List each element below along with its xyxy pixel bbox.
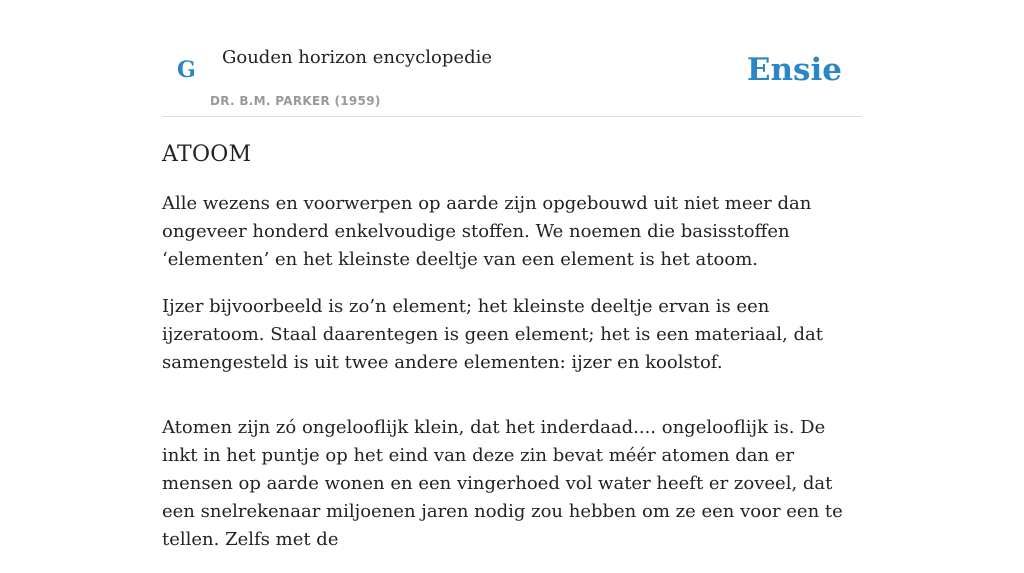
source-title[interactable]: Gouden horizon encyclopedie (222, 47, 492, 68)
paragraph: Alle wezens en voorwerpen op aarde zijn opgebouwd uit niet meer dan ongeveer honderd enkelvoudige stoffen. We noemen die basisstoffen ‘elementen’ en het kleinste deeltje van een element is het atoom. (162, 193, 812, 270)
header (162, 0, 862, 117)
paragraph: Ijzer bijvoorbeeld is zo’n element; het kleinste deeltje ervan is een ijzeratoom. Staal daarentegen is geen element; het is een materiaal, dat samengesteld is uit twee andere elementen: ijzer en koolstof. (162, 296, 823, 373)
brand-logo[interactable]: Ensie (746, 52, 842, 88)
source-author: DR. B.M. PARKER (1959) (210, 94, 381, 108)
article (162, 140, 862, 573)
paragraph: Atomen zijn zó ongelooflijk klein, dat het inderdaad.... ongelooflijk is. De inkt in het puntje op het eind van deze zin bevat méér atomen dan er mensen op aarde wonen en een vingerhoed vol water heeft er zoveel, dat een snelrekenaar miljoenen jaren nodig zou hebben om ze een voor een te tellen. Zelfs met de (162, 417, 843, 550)
source-logo[interactable]: G (177, 57, 196, 83)
entry-title: ATOOM (162, 142, 252, 167)
